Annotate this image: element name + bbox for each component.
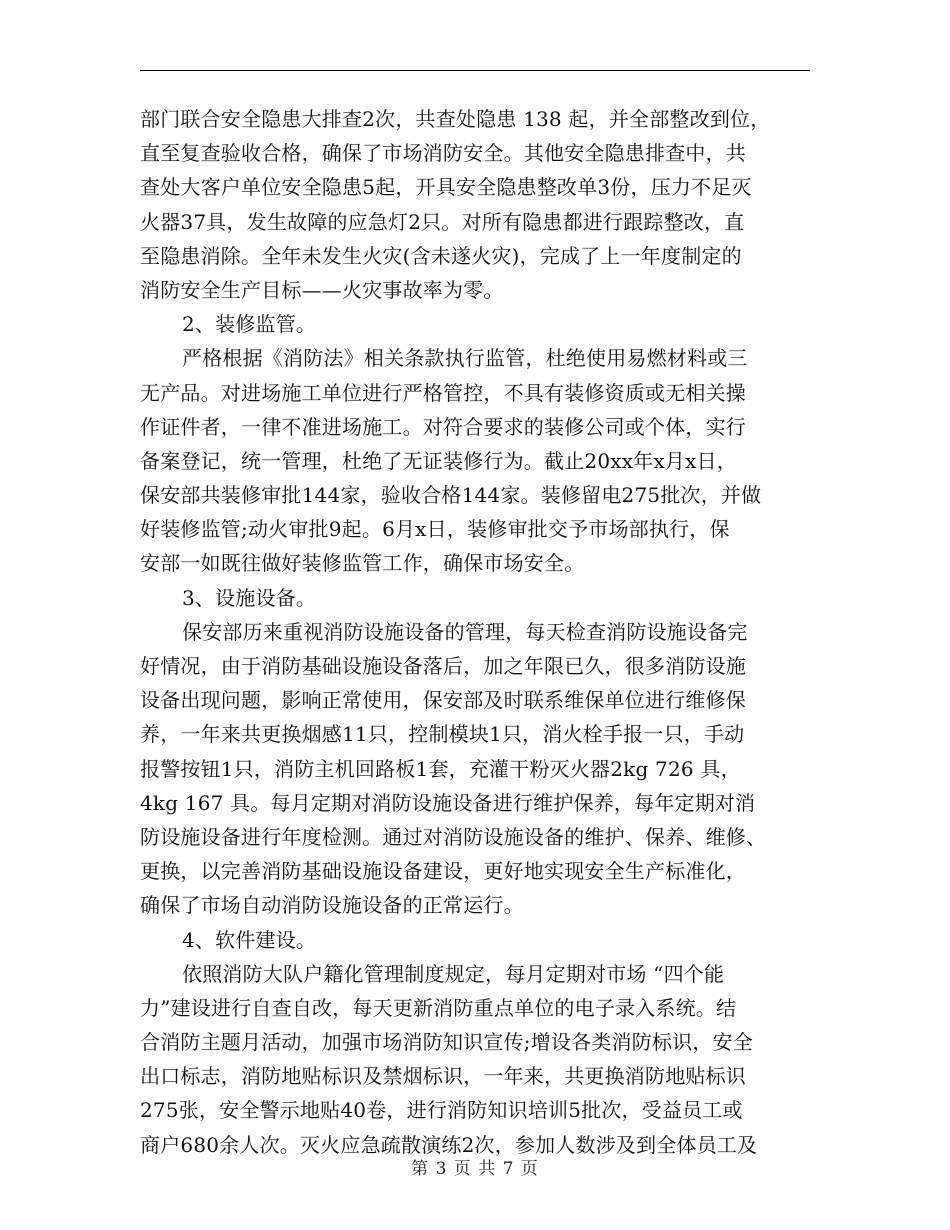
section-heading: 3、设施设备。 (182, 585, 317, 610)
body-line: 火器37具，发生故障的应急灯2只。对所有隐患都进行跟踪整改，直 (140, 209, 745, 234)
body-line: 保安部共装修审批144家，验收合格144家。装修留电275批次，并做 (140, 483, 762, 508)
body-line: 275张，安全警示地贴40卷，进行消防知识培训5批次，受益员工或 (140, 1098, 743, 1123)
header-rule (140, 70, 810, 71)
body-line: 防设施设备进行年度检测。通过对消防设施设备的维护、保养、维修、 (140, 824, 767, 849)
body-line: 作证件者，一律不准进场施工。对符合要求的装修公司或个体，实行 (140, 414, 746, 439)
section-heading: 4、软件建设。 (182, 927, 317, 952)
body-line: 备案登记，统一管理，杜绝了无证装修行为。截止20xx年x月x日， (140, 448, 737, 473)
body-line: 依照消防大队户籍化管理制度规定，每月定期对市场 “四个能 (182, 961, 725, 986)
page-number: 第 3 页 共 7 页 (411, 1159, 539, 1179)
body-line: 力”建设进行自查自改，每天更新消防重点单位的电子录入系统。结 (140, 995, 737, 1020)
section-heading: 2、装修监管。 (182, 312, 317, 337)
body-line: 出口标志，消防地贴标识及禁烟标识，一年来，共更换消防地贴标识 (140, 1064, 746, 1089)
body-line: 好情况，由于消防基础设施设备落后，加之年限已久，很多消防设施 (140, 654, 746, 678)
body-line: 养，一年来共更换烟感11只，控制模块1只，消火栓手报一只，手动 (140, 722, 745, 747)
body-line: 查处大客户单位安全隐患5起，开具安全隐患整改单3份，压力不足灭 (140, 175, 752, 200)
body-line: 合消防主题月活动，加强市场消防知识宣传;增设各类消防标识，安全 (140, 1030, 753, 1055)
body-line: 设备出现问题，影响正常使用，保安部及时联系维保单位进行维修保 (140, 688, 746, 713)
body-line: 确保了市场自动消防设施设备的正常运行。 (140, 893, 524, 918)
document-body (140, 102, 810, 1162)
body-line: 至隐患消除。全年未发生火灾(含未遂火灾)，完成了上一年度制定的 (140, 243, 742, 268)
body-line: 严格根据《消防法》相关条款执行监管，杜绝使用易燃材料或三 (182, 346, 748, 371)
body-line: 消防安全生产目标——火灾事故率为零。 (140, 277, 504, 302)
body-line: 部门联合安全隐患大排查2次，共查处隐患 138 起，并全部整改到位， (140, 107, 771, 131)
body-line: 无产品。对进场施工单位进行严格管控，不具有装修资质或无相关操 (140, 380, 746, 405)
body-line: 直至复查验收合格，确保了市场消防安全。其他安全隐患排查中，共 (140, 141, 746, 166)
body-line: 报警按钮1只，消防主机回路板1套，充灌干粉灭火器2kg 726 具， (140, 756, 741, 781)
body-line: 更换，以完善消防基础设施设备建设，更好地实现安全生产标准化， (140, 859, 746, 884)
body-line: 4kg 167 具。每月定期对消防设施设备进行维护保养，每年定期对消 (140, 790, 756, 815)
body-line: 保安部历来重视消防设施设备的管理，每天检查消防设施设备完 (182, 619, 748, 644)
body-line: 安部一如既往做好装修监管工作，确保市场安全。 (140, 551, 585, 576)
body-line: 好装修监管;动火审批9起。6月x日，装修审批交予市场部执行，保 (140, 517, 730, 542)
body-line: 商户680余人次。灭火应急疏散演练2次，参加人数涉及到全体员工及 (140, 1132, 758, 1157)
